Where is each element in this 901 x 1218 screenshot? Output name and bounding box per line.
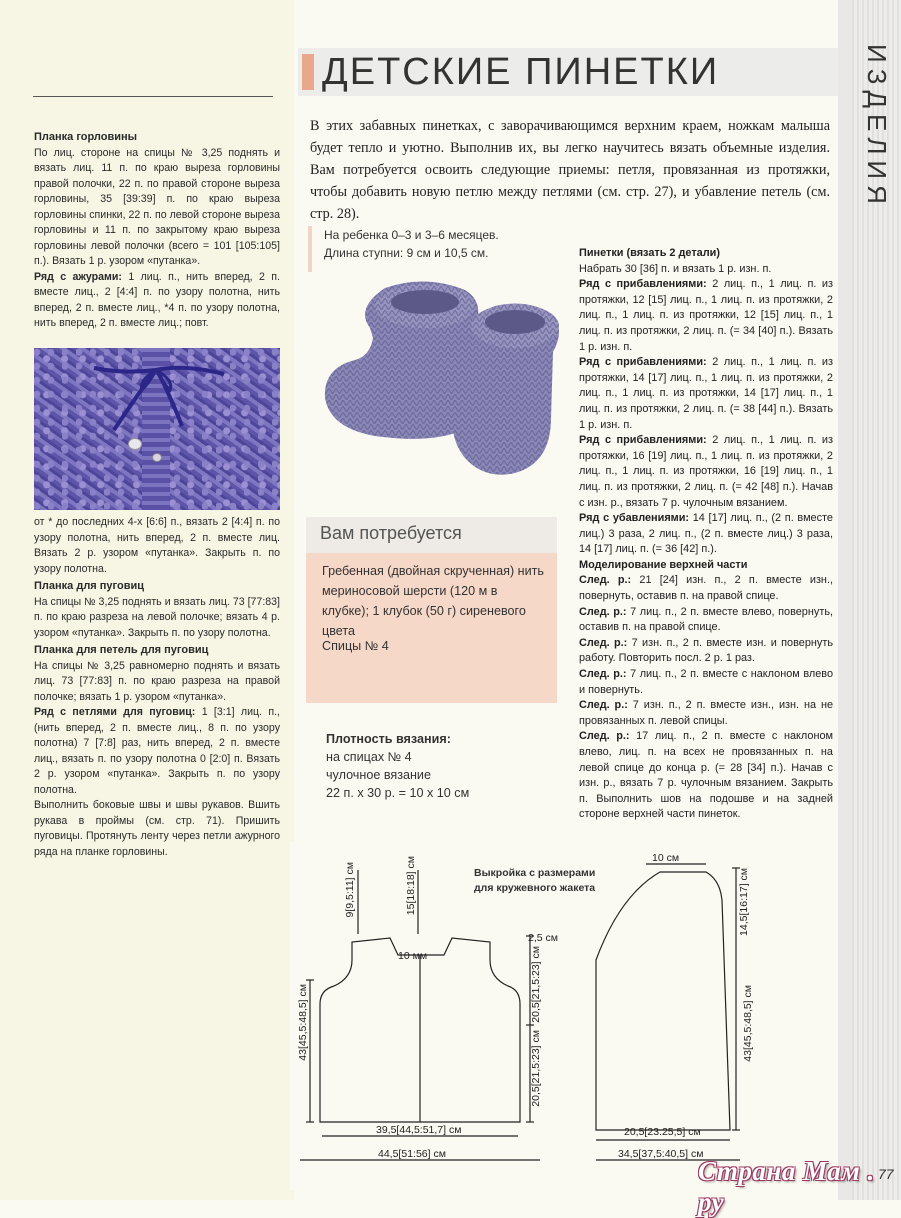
step-text: 7 изн. п., 2 п. вместе изн. и повернуть работу. Повторить посл. 2 р. 1 раз. <box>579 636 834 665</box>
step-label: След. р.: <box>579 574 632 587</box>
buttonhole-band-text: На спицы № 3,25 равномерно поднять и вязать лиц. 73 [77:83] п. по краю разреза на правой полочке; вязать 1 р. узором «путанка». <box>34 659 280 703</box>
buttonhole-row-label: Ряд с петлями для пуговиц: <box>34 706 196 718</box>
step-label: Ряд с прибавлениями: <box>579 356 707 369</box>
materials-yarn: Гребенная (двойная скрученная) нить мериносовой шерсти (120 м в клубке); 1 клубок (50 г) сиреневого цвета <box>322 564 544 638</box>
finishing-text: Выполнить боковые швы и швы рукавов. Вшить рукава в проймы (см. стр. 71). Пришить пуговицы. Протянуть ленту через петли ажурного ряда на планке горловины. <box>34 799 280 858</box>
step-label: След. р.: <box>579 636 628 649</box>
step-label: След. р.: <box>579 668 627 681</box>
eyelet-row-continued: от * до последних 4-х [6:6] п., вязать 2 [4:4] п. по узору полотна, нить вперед, 2 п. вместе лиц. Вязать 2 р. узором «путанка». Закрыть п. по узору полотна. <box>34 516 280 575</box>
schematic-caption-line: Выкройка с размерами <box>474 867 596 879</box>
step-text: 2 лиц. п., 1 лиц. п. из протяжки, 12 [15] лиц. п., 1 лиц. п. из протяжки, 2 лиц. п., 1 лиц. п. из протяжки, 12 [15] лиц. п., 1 лиц. п. из протяжки, 2 лиц. п. (= 34 [40] п.). Вязать 1 р. изн. п. <box>579 278 834 353</box>
page-number: 77 <box>878 1166 894 1182</box>
size-line: На ребенка 0–3 и 3–6 месяцев. <box>324 228 499 242</box>
cast-on-text: Набрать 30 [36] п. и вязать 1 р. изн. п. <box>579 262 772 275</box>
dim-sleeve-cuff: 20,5[23:25,5] см <box>624 1126 701 1138</box>
gauge-heading: Плотность вязания: <box>326 732 451 746</box>
dim-sleeve-top: 10 см <box>652 852 680 864</box>
step-label: Ряд с прибавлениями: <box>579 434 707 447</box>
schematic-caption <box>474 866 624 896</box>
dim-sleeve-length: 43[45,5:48,5] см <box>742 985 754 1062</box>
step-label: След. р.: <box>579 605 627 618</box>
step-text: 2 лиц. п., 1 лиц. п. из протяжки, 16 [19] лиц. п., 1 лиц. п. из протяжки, 2 лиц. п., 1 лиц. п. из протяжки, 16 [19] лиц. п., 1 лиц. п. из протяжки, 2 лиц. п. (= 42 [48] п.). Начав с изн. р., вязать 7 р. чулочным вязанием. <box>579 434 834 509</box>
gauge-value: 22 п. х 30 р. = 10 х 10 см <box>326 786 470 800</box>
materials-needles: Спицы № 4 <box>322 639 389 653</box>
dim-shoulder-slope: 2,5 см <box>528 932 558 944</box>
step-text: 7 лиц. п., 2 п. вместе с наклоном влево и повернуть. <box>579 668 833 696</box>
dim-sleeve-width: 34,5[37,5:40,5] см <box>618 1148 704 1160</box>
step-text: 14 [17] лиц. п., (2 п. вместе лиц.) 3 раза, 2 лиц. п., (2 п. вместе лиц.) 3 раза, 14 [17] лиц. п. (= 36 [42] п.). <box>579 512 833 556</box>
site-watermark: Страна Мам . ру <box>698 1156 875 1217</box>
dim-neck-depth: 10 мм <box>398 950 428 962</box>
gauge-stitch: чулочное вязание <box>326 768 431 782</box>
eyelet-row-label: Ряд с ажурами: <box>34 270 122 283</box>
dim-sleeve-cap: 14,5[16:17] см <box>738 868 750 936</box>
step-text: 17 лиц. п., 2 п. вместе с наклоном влево, лиц. п. на всех не провязанных п. на левой спице до конца р. (= 28 [34] п.). Начав с изн. р., вязать 7 р. чулочным вязанием. Закрыть п. Выполнить шов на подошве и на задней стороне верхней части пинеток. <box>579 730 834 821</box>
step-label: Ряд с прибавлениями: <box>579 278 707 291</box>
instructions-heading: Пинетки (вязать 2 детали) <box>579 247 720 259</box>
foot-length-line: Длина ступни: 9 см и 10,5 см. <box>324 246 489 260</box>
buttonhole-band-title: Планка для петель для пуговиц <box>34 644 209 656</box>
buttonhole-row-text: 1 [3:1] лиц. п., (нить вперед, 2 п. вместе лиц., 8 п. по узору полотна) 7 [7:8] раз, нить вперед, 2 п. вместе лиц., вязать п. по узору полотна 0 [2:0] п. Вязать 2 р. узором «путанка». Закрыть п. по узору полотна. <box>34 706 280 796</box>
step-text: 7 лиц. п., 2 п. вместе влево, повернуть, оставив п. на правой спице. <box>579 605 834 634</box>
materials-heading: Вам потребуется <box>306 517 557 553</box>
step-text: 21 [24] изн. п., 2 п. вместе изн., повернуть, оставив п. на правой спице. <box>579 574 834 603</box>
step-text: 7 изн. п., 2 п. вместе изн., изн. на не провязанных п. левой спицы. <box>579 699 834 727</box>
step-text: 2 лиц. п., 1 лиц. п. из протяжки, 14 [17] лиц. п., 1 лиц. п. из протяжки, 2 лиц. п., 1 лиц. п. из протяжки, 14 [17] лиц. п., 1 лиц. п. из протяжки, 2 лиц. п. (= 38 [44] п.). Вязать 1 р. изн. п. <box>579 356 834 431</box>
button-band-text: На спицы № 3,25 поднять и вязать лиц. 73 [77:83] п. по краю разреза на левой полочке; вязать 4 р. узором «путанка». Закрыть п. по узору полотна. <box>34 595 280 639</box>
step-label: След. р.: <box>579 730 630 743</box>
dim-body-width-inner: 39,5[44,5:51,7] см <box>376 1124 462 1136</box>
dim-shoulder: 9[9,5:11] см <box>344 862 356 918</box>
gauge-needles: на спицах № 4 <box>326 750 412 764</box>
dim-body-width-outer: 44,5[51:56] см <box>378 1148 446 1160</box>
step-label: След. р.: <box>579 699 628 712</box>
page-title: ДЕТСКИЕ ПИНЕТКИ <box>322 51 720 93</box>
neck-band-title: Планка горловины <box>34 131 138 143</box>
dim-armhole: 20,5[21,5:23] см <box>530 946 542 1023</box>
dim-side: 20,5[21,5:23] см <box>530 1030 542 1107</box>
top-shaping-heading: Моделирование верхней части <box>579 558 748 571</box>
schematic-caption-line: для кружевного жакета <box>474 882 596 894</box>
dim-body-length: 43[45,5:48,5] см <box>297 984 309 1061</box>
section-label: ИЗДЕЛИЯ <box>862 44 892 210</box>
neck-band-text: По лиц. стороне на спицы № 3,25 поднять и вязать лиц. 11 п. по краю выреза горловины правой полочки, 22 п. по правой стороне выреза горловины, 35 [39:39] п. по краю выреза горловины спинки, 22 п. по левой стороне выреза горловины и 11 п. по закрытому краю выреза горловины левой полочки (всего = 101 [105:105] п.). Вязать 1 р. узором «путанка». <box>34 146 280 267</box>
button-band-title: Планка для пуговиц <box>34 580 144 592</box>
intro-paragraph: В этих забавных пинетках, с заворачивающимся верхним краем, ножкам малыша будет тепло и уютно. Выполнив их, вы легко научитесь вязать объемные изделия. Вам потребуется освоить следующие приемы: петля, провязанная из протяжки, чтобы добавить новую петлю между петлями (см. стр. 27), и убавление петель (см. стр. 28). <box>310 118 830 222</box>
eyelet-row-text: 1 лиц. п., нить вперед, 2 п. вместе лиц., 2 [4:4] п. по узору полотна, нить вперед, 2 п. вместе лиц., *4 п. по узору полотна, нить вперед, 2 п. вместе лиц.; повт. <box>34 270 280 329</box>
dim-neck-width: 15[18:18] см <box>405 856 417 916</box>
step-label: Ряд с убавлениями: <box>579 512 690 525</box>
